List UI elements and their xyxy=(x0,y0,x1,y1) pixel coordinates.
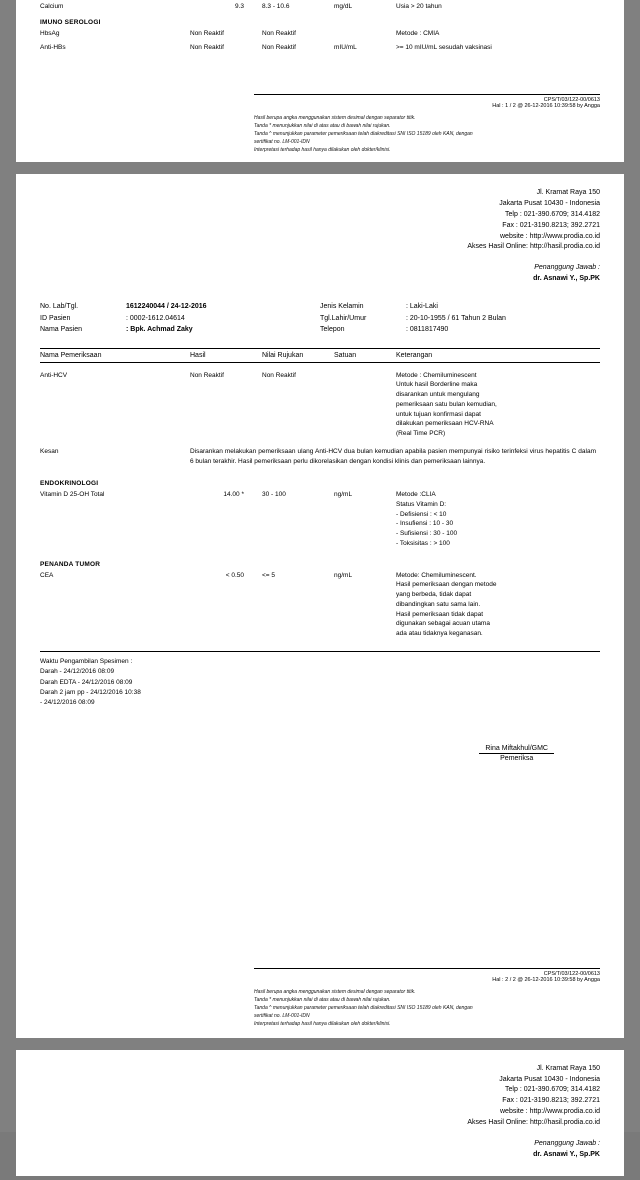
test-result: < 0.50 xyxy=(225,571,244,579)
patient-info-left xyxy=(40,301,320,336)
test-unit: ng/mL xyxy=(334,491,353,499)
lab-address-block xyxy=(40,188,600,253)
note-line: ada atau tidaknya keganasan. xyxy=(396,630,483,638)
note-line: - Insufiensi : 10 - 30 xyxy=(396,520,454,528)
note-line: Metode : Chemiluminescent xyxy=(396,371,477,379)
address-line-website[interactable]: website : http://www.prodia.co.id xyxy=(500,1108,600,1116)
info-key: Telepon xyxy=(320,326,345,334)
address-line-website[interactable]: website : http://www.prodia.co.id xyxy=(500,232,600,240)
info-value-patient-id: : 0002-1612.04614 xyxy=(126,314,185,322)
lab-address-block xyxy=(40,1064,600,1129)
test-reference: <= 5 xyxy=(262,571,276,579)
page-next-partial xyxy=(16,1050,624,1177)
footer-note-line: sertifikat no. LM-001-IDN xyxy=(254,1012,310,1019)
test-name: Anti-HCV xyxy=(40,371,68,379)
footer-notes xyxy=(254,988,600,1028)
note-line: Untuk hasil Borderline maka xyxy=(396,381,478,389)
impression-label: Kesan xyxy=(40,447,59,455)
address-line: Jl. Kramat Raya 150 xyxy=(536,1064,600,1072)
note-line: (Real Time PCR) xyxy=(396,430,446,438)
note-line: untuk tujuan konfirmasi dapat xyxy=(396,410,481,418)
test-note: >= 10 mIU/mL sesudah vaksinasi xyxy=(396,43,492,51)
address-line: Fax : 021-3190.8213; 392.2721 xyxy=(502,1097,600,1105)
note-line: - Sufisiensi : 30 - 100 xyxy=(396,530,458,538)
info-row xyxy=(320,324,600,336)
specimen-time-block xyxy=(40,651,600,709)
specimen-line: Darah - 24/12/2016 08:09 xyxy=(40,668,115,676)
info-row xyxy=(320,313,600,325)
section-header-imuno-serologi: IMUNO SEROLOGI xyxy=(40,18,101,26)
footer-note-line: Tanda ^ menunjukkan parameter pemeriksaan telah diakreditasi SNI ISO 15189 oleh KAN, dengan xyxy=(254,131,473,138)
address-line-online-access[interactable]: Akses Hasil Online: http://hasil.prodia.co.id xyxy=(467,1118,600,1126)
address-line: Fax : 021-3190.8213; 392.2721 xyxy=(502,221,600,229)
specimen-line: Darah EDTA - 24/12/2016 08:09 xyxy=(40,678,133,686)
test-note: Metode : CMIA xyxy=(396,29,440,37)
column-header-keterangan: Keterangan xyxy=(396,351,433,359)
info-value-gender: : Laki-Laki xyxy=(406,303,438,310)
address-line: Jakarta Pusat 10430 - Indonesia xyxy=(499,200,600,208)
section-header-penanda-tumor: PENANDA TUMOR xyxy=(40,560,101,568)
footer-note-line: Hasil berupa angka menggunakan sistem desimal dengan separator titik. xyxy=(254,988,416,995)
test-result: 14.00 * xyxy=(223,491,244,499)
info-key: Tgl.Lahir/Umur xyxy=(320,314,367,322)
page-footer xyxy=(254,94,600,154)
test-unit: mIU/mL xyxy=(334,43,357,51)
responsible-person-block xyxy=(40,1139,600,1161)
note-line: Metode: Chemiluminescent. xyxy=(396,571,477,579)
footer-note-line: Interpretasi terhadap hasil hanya dilakukan oleh dokter/klinisi. xyxy=(254,1020,391,1027)
footer-note-line: Tanda ^ menunjukkan parameter pemeriksaan telah diakreditasi SNI ISO 15189 oleh KAN, dengan xyxy=(254,1004,473,1011)
table-row xyxy=(40,41,600,55)
table-header-row xyxy=(40,349,600,362)
note-line: dibandingkan satu sama lain. xyxy=(396,600,481,608)
info-value-birthdate-age: : 20-10-1955 / 61 Tahun 2 Bulan xyxy=(406,314,506,322)
page-footer xyxy=(254,968,600,1028)
test-reference: Non Reaktif xyxy=(262,43,296,51)
note-line: Hasil pemeriksaan dengan metode xyxy=(396,581,497,589)
test-result: Non Reaktif xyxy=(190,43,224,51)
note-line: Status Vitamin D: xyxy=(396,500,447,508)
test-unit xyxy=(334,371,396,439)
test-unit: ng/mL xyxy=(334,571,353,579)
table-row xyxy=(40,488,600,551)
table-row xyxy=(40,27,600,41)
table-row xyxy=(40,0,600,14)
note-line: - Defisiensi : < 10 xyxy=(396,510,447,518)
info-key: ID Pasien xyxy=(40,314,71,322)
info-row xyxy=(40,313,320,325)
note-line: digunakan sebagai acuan utama xyxy=(396,620,490,628)
impression-row xyxy=(40,441,600,470)
footer-form-code: CPS/T/03/122-00/0613 xyxy=(543,970,600,977)
footer-note-line: Tanda * menunjukkan nilai di atas atau di bawah nilai rujukan. xyxy=(254,123,391,130)
test-note xyxy=(396,371,600,439)
test-reference: Non Reaktif xyxy=(262,371,296,379)
test-result: Non Reaktif xyxy=(190,371,224,379)
footer-form-code: CPS/T/03/122-00/0613 xyxy=(543,97,600,104)
info-row xyxy=(40,301,320,313)
test-unit: mg/dL xyxy=(334,3,353,10)
test-reference: Non Reaktif xyxy=(262,29,296,37)
patient-info-right xyxy=(320,301,600,336)
info-value-patient-name: : Bpk. Achmad Zaky xyxy=(126,326,193,334)
test-note xyxy=(396,490,600,549)
test-name: HbsAg xyxy=(40,29,60,37)
info-row xyxy=(320,301,600,313)
test-reference: 30 - 100 xyxy=(262,491,286,499)
note-line: Hasil pemeriksaan tidak dapat xyxy=(396,610,484,618)
signature-name: Rina Miftakhul/GMC xyxy=(479,745,554,754)
column-header-rujukan: Nilai Rujukan xyxy=(262,351,304,359)
footer-note-line: Hasil berupa angka menggunakan sistem desimal dengan separator titik. xyxy=(254,115,416,122)
test-note: Usia > 20 tahun xyxy=(396,3,442,10)
address-line-online-access[interactable]: Akses Hasil Online: http://hasil.prodia.co.id xyxy=(467,243,600,251)
responsible-label: Penanggung Jawab : xyxy=(534,264,600,272)
column-header-hasil: Hasil xyxy=(190,351,206,359)
responsible-name: dr. Asnawi Y., Sp.PK xyxy=(533,1150,600,1158)
test-name: Anti-HBs xyxy=(40,43,66,51)
test-result: Non Reaktif xyxy=(190,29,224,37)
page-lab-report xyxy=(16,174,624,1037)
note-line: dilakukan pemeriksaan HCV-RNA xyxy=(396,420,494,428)
section-header-endokrinologi: ENDOKRINOLOGI xyxy=(40,480,99,488)
test-unit xyxy=(334,29,396,39)
specimen-title: Waktu Pengambilan Spesimen : xyxy=(40,657,133,665)
footer-notes xyxy=(254,114,600,154)
signature-block xyxy=(40,745,600,762)
column-header-name: Nama Pemeriksaan xyxy=(40,351,102,359)
impression-text: Disarankan melakukan pemeriksaan ulang Anti-HCV dua bulan kemudian apabila pasien mempunyai risiko terinfeksi virus hepatitis C dalam 6 bulan terakhir. Hasil pemeriksaan perlu dikorelasikan dengan kondisi klinis dan pemeriksaan lainnya. xyxy=(190,447,596,465)
address-line: Jl. Kramat Raya 150 xyxy=(536,189,600,197)
test-reference: 8.3 - 10.6 xyxy=(262,3,290,10)
info-value-lab-number: 1612240044 / 24-12-2016 xyxy=(126,303,207,310)
test-name: Calcium xyxy=(40,3,64,10)
info-row xyxy=(40,324,320,336)
page-previous-partial xyxy=(16,0,624,162)
table-row xyxy=(40,569,600,641)
info-value-phone: : 0811817490 xyxy=(406,326,449,334)
column-header-satuan: Satuan xyxy=(334,351,357,359)
note-line: disarankan untuk mengulang xyxy=(396,391,480,399)
specimen-line: - 24/12/2016 08:09 xyxy=(40,699,95,707)
responsible-person-block xyxy=(40,263,600,285)
footer-page-info: Hal : 1 / 2 @ 26-12-2016 10:39:58 by Angga xyxy=(492,103,600,110)
address-line: Telp : 021-390.6709; 314.4182 xyxy=(505,210,600,218)
footer-page-info: Hal : 2 / 2 @ 26-12-2016 10:39:58 by Angga xyxy=(492,976,600,983)
footer-note-line: Interpretasi terhadap hasil hanya dilakukan oleh dokter/klinisi. xyxy=(254,147,391,154)
address-line: Jakarta Pusat 10430 - Indonesia xyxy=(499,1075,600,1083)
footer-note-line: Tanda * menunjukkan nilai di atas atau di bawah nilai rujukan. xyxy=(254,996,391,1003)
specimen-line: Darah 2 jam pp - 24/12/2016 10:38 xyxy=(40,688,141,696)
test-name: CEA xyxy=(40,571,54,579)
test-note xyxy=(396,571,600,639)
table-row xyxy=(40,363,600,441)
responsible-name: dr. Asnawi Y., Sp.PK xyxy=(533,275,600,283)
responsible-label: Penanggung Jawab : xyxy=(534,1139,600,1147)
info-key: Nama Pasien xyxy=(40,326,83,334)
signature-role: Pemeriksa xyxy=(500,754,534,762)
note-line: yang berbeda, tidak dapat xyxy=(396,591,472,599)
address-line: Telp : 021-390.6709; 314.4182 xyxy=(505,1086,600,1094)
info-key: No. Lab/Tgl. xyxy=(40,303,79,310)
test-name: Vitamin D 25-OH Total xyxy=(40,491,105,499)
note-line: pemeriksaan satu bulan kemudian, xyxy=(396,400,497,408)
note-line: Metode :CLIA xyxy=(396,491,436,499)
page-whitespace xyxy=(40,762,600,962)
patient-info xyxy=(40,301,600,336)
footer-note-line: sertifikat no. LM-001-IDN xyxy=(254,139,310,146)
info-key: Jenis Kelamin xyxy=(320,303,364,310)
note-line: - Toksisitas : > 100 xyxy=(396,539,450,547)
test-result: 9.3 xyxy=(234,3,244,10)
